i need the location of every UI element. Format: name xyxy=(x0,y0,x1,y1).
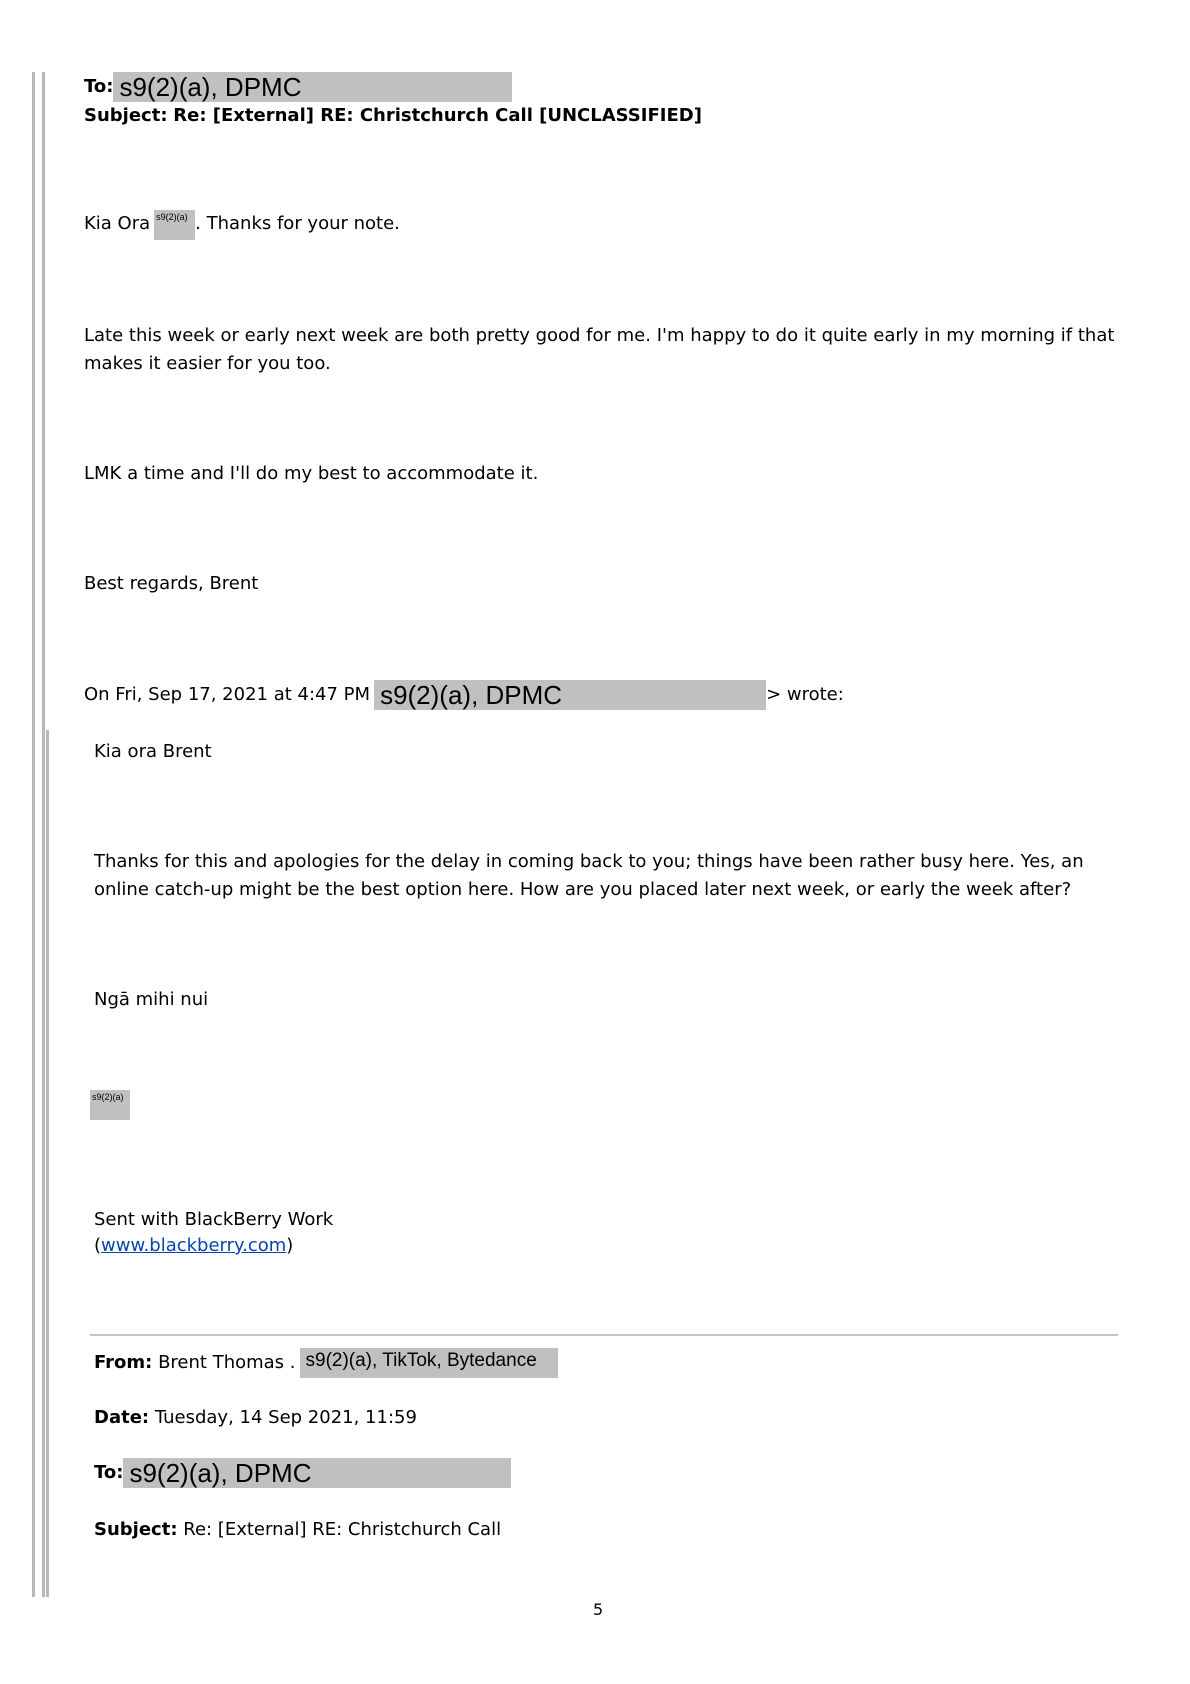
header-divider xyxy=(90,1334,1118,1336)
reply-greeting xyxy=(84,210,400,240)
older-to-line xyxy=(94,1458,511,1488)
link-close-paren: ) xyxy=(286,1235,294,1256)
inner-quote-bar xyxy=(46,730,49,1597)
subject-label: Subject: xyxy=(84,105,168,126)
older-subject-value: Re: [External] RE: Christchurch Call xyxy=(183,1519,502,1540)
subject-line xyxy=(84,102,702,130)
link-open-paren: ( xyxy=(94,1235,102,1256)
quote-intro-suffix: > wrote: xyxy=(766,684,844,705)
reply-signoff: Best regards, Brent xyxy=(84,573,259,594)
older-subject-label: Subject: xyxy=(94,1519,178,1540)
to-redaction: s9(2)(a), DPMC xyxy=(113,72,512,102)
blackberry-link[interactable]: www.blackberry.com xyxy=(101,1235,287,1256)
reply-para-2: LMK a time and I'll do my best to accommodate it. xyxy=(84,463,539,484)
quote-intro-prefix: On Fri, Sep 17, 2021 at 4:47 PM xyxy=(84,684,371,705)
page-number: 5 xyxy=(593,1600,604,1619)
quote-intro xyxy=(84,680,844,710)
quoted-signoff: Ngā mihi nui xyxy=(94,989,209,1010)
quote-intro-redaction: s9(2)(a), DPMC xyxy=(374,680,766,710)
reply-para-1: Late this week or early next week are both pretty good for me. I'm happy to do it quite early in my morning if that makes it easier for you too. xyxy=(84,325,1115,374)
sent-with: Sent with BlackBerry Work xyxy=(94,1209,334,1230)
quoted-greeting: Kia ora Brent xyxy=(94,741,212,762)
older-date-label: Date: xyxy=(94,1407,150,1428)
middle-quote-bar xyxy=(42,72,45,1597)
older-from-value: Brent Thomas . xyxy=(158,1352,296,1373)
greeting-prefix: Kia Ora xyxy=(84,213,151,234)
subject-value: Re: [External] RE: Christchurch Call [UNCLASSIFIED] xyxy=(173,105,702,126)
quoted-para-1: Thanks for this and apologies for the delay in coming back to you; things have been rather busy here. Yes, an online catch-up might be the best option here. How are you placed later next week, or early the week after? xyxy=(94,851,1084,900)
older-subject-line xyxy=(94,1516,501,1544)
older-from-label: From: xyxy=(94,1352,153,1373)
greeting-redaction: s9(2)(a) xyxy=(154,210,195,240)
older-to-label: To: xyxy=(94,1462,124,1483)
greeting-suffix: . Thanks for your note. xyxy=(195,213,400,234)
older-date-line xyxy=(94,1404,417,1432)
older-to-redaction: s9(2)(a), DPMC xyxy=(123,1458,511,1488)
to-line xyxy=(84,72,512,102)
sender-redaction: s9(2)(a) xyxy=(90,1090,130,1120)
blackberry-link-line xyxy=(94,1232,293,1260)
quoted-sender-line xyxy=(90,1090,130,1120)
older-from-line xyxy=(94,1348,558,1378)
older-from-redaction: s9(2)(a), TikTok, Bytedance xyxy=(300,1348,558,1378)
to-label: To: xyxy=(84,76,114,97)
outer-quote-bar xyxy=(32,72,35,1597)
older-date-value: Tuesday, 14 Sep 2021, 11:59 xyxy=(154,1407,417,1428)
